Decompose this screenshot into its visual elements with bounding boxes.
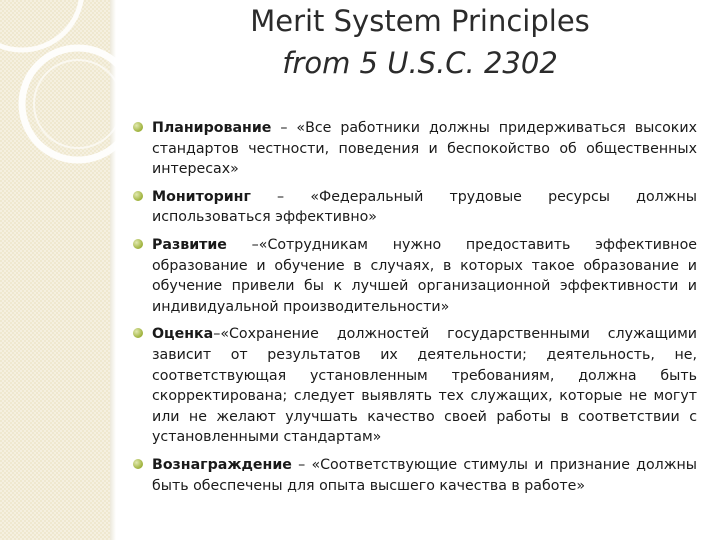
principle-term: Оценка [152, 326, 214, 343]
list-item-text [152, 187, 697, 228]
bullet-icon [133, 239, 143, 249]
list-item-text [152, 235, 697, 317]
principle-separator: – [213, 326, 221, 343]
bullet-icon [133, 191, 143, 201]
principle-description: «Сохранение должностей государственными служащими зависит от результатов их деятельности; деятельность, не, соответствующая установленным требованиям, должна быть скорректирована; следует выявлять тех служащих, которые не могут или не желают улучшать качество своей работы в соответствии с установленными стандартам» [152, 326, 697, 446]
slide-title: Merit System Principles [250, 4, 590, 38]
bullet-icon [133, 459, 143, 469]
principle-term: Вознаграждение [152, 456, 292, 473]
list-item [131, 235, 697, 317]
list-item [131, 118, 697, 180]
principle-separator: – [291, 456, 312, 473]
list-item [131, 324, 697, 448]
list-item-text [152, 324, 697, 448]
list-item [131, 455, 697, 496]
principle-separator: – [226, 236, 259, 253]
principle-term: Развитие [152, 236, 227, 253]
principle-term: Мониторинг [152, 188, 251, 205]
principle-description: «Федеральный трудовые ресурсы должны использоваться эффективно» [152, 188, 697, 226]
bullet-icon [133, 328, 143, 338]
principle-description: «Соответствующие стимулы и признание должны быть обеспечены для опыта высшего качества в работе» [152, 456, 697, 494]
list-item-text [152, 455, 697, 496]
principles-list [131, 118, 697, 503]
list-item-text [152, 118, 697, 180]
principle-separator: – [271, 120, 297, 136]
principle-description: «Сотрудникам нужно предоставить эффективное образование и обучение в случаях, в которых такое образование и обучение привели бы к лучшей организационной эффективности и индивидуальной производительности» [152, 236, 697, 315]
principle-term: Планирование [152, 120, 272, 136]
slide-subtitle: from 5 U.S.C. 2302 [282, 46, 558, 80]
list-item [131, 187, 697, 228]
bullet-icon [133, 122, 143, 132]
decorative-circles [0, 0, 130, 540]
principle-separator: – [250, 188, 311, 205]
principle-description: «Все работники должны придерживаться высоких стандартов честности, поведения и беспокойство об общественных интересах» [152, 120, 697, 178]
